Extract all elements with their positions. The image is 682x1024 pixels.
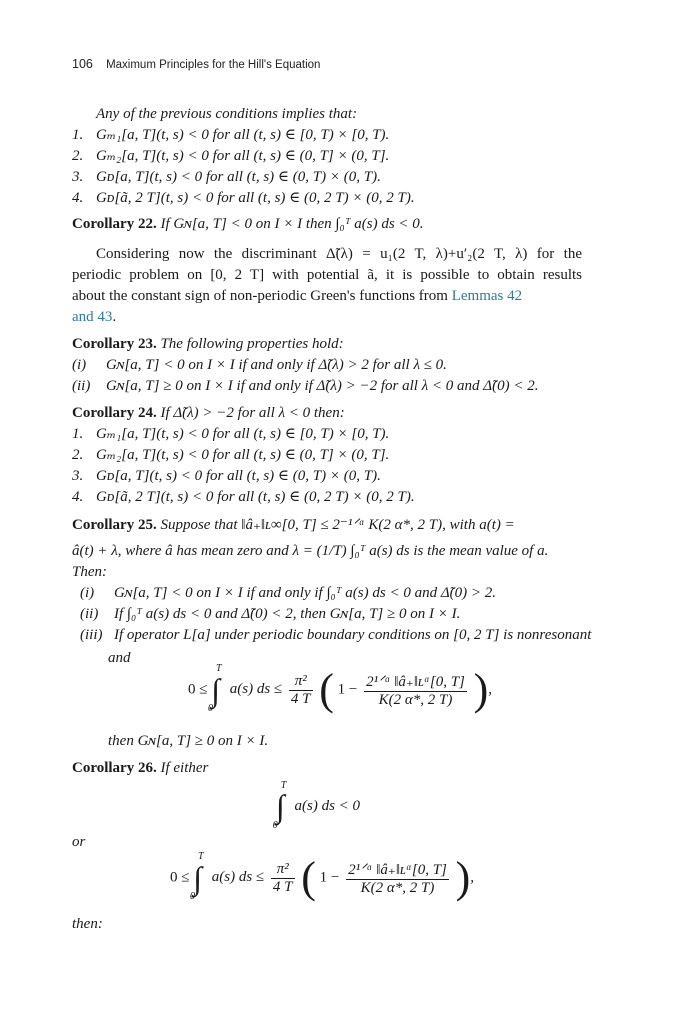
lemma-link-cont[interactable]: and 43 xyxy=(72,309,113,325)
then-text: then: xyxy=(72,916,103,932)
corollary-23: Corollary 23. The following properties hold: xyxy=(72,336,344,352)
display-equation-3: 0 ≤ ∫T0 a(s) ds ≤ $\frac{\text{π²}}{4 T}$ ( 1 − $\frac{\text{2¹ᐟᵅ ‖â₊‖ʟᵅ[0, T]}}{K(2 \alpha*, 2 T)}$ ), xyxy=(170,851,475,903)
cor24-item-1: 1. Gₘ₁[a, T](t, s) < 0 for all (t, s) ∈ [0, T) × [0, T). xyxy=(72,426,390,442)
cor25-iii-cont: and xyxy=(108,650,131,666)
intro-text: Any of the previous conditions implies that: xyxy=(96,106,358,122)
cor25-line-2: â(t) + λ, where â has mean zero and λ = (1/T) ∫₀ᵀ a(s) ds is the mean value of a. xyxy=(72,543,549,559)
cor24-item-2: 2. Gₘ₂[a, T](t, s) < 0 for all (t, s) ∈ (0, T] × (0, T]. xyxy=(72,447,390,463)
corollary-22: Corollary 22. If Gɴ[a, T] < 0 on I × I then ∫₀ᵀ a(s) ds < 0. xyxy=(72,216,424,232)
corollary-26: Corollary 26. If either xyxy=(72,760,209,776)
display-equation-2: ∫T0 a(s) ds < 0 xyxy=(272,779,361,831)
cor24-item-4: 4. Gᴅ[ã, 2 T](t, s) < 0 for all (t, s) ∈ (0, 2 T) × (0, 2 T). xyxy=(72,489,415,505)
list-a-item-4: 4. Gᴅ[ã, 2 T](t, s) < 0 for all (t, s) ∈ (0, 2 T) × (0, 2 T). xyxy=(72,190,415,206)
cor25-item-i: (i) Gɴ[a, T] < 0 on I × I if and only if ∫₀ᵀ a(s) ds < 0 and Δ̃(0) > 2. xyxy=(80,585,497,601)
list-a-item-1: 1. Gₘ₁[a, T](t, s) < 0 for all (t, s) ∈ [0, T) × [0, T). xyxy=(72,127,390,143)
cor23-item-ii: (ii) Gɴ[a, T] ≥ 0 on I × I if and only if Δ̃(λ) > −2 for all λ < 0 and Δ̃(0) < 2. xyxy=(72,378,539,394)
cor24-item-3: 3. Gᴅ[a, T](t, s) < 0 for all (t, s) ∈ (0, T) × (0, T). xyxy=(72,468,381,484)
cor25-item-iii: (iii) If operator L[a] under periodic boundary conditions on [0, 2 T] is nonresonant xyxy=(80,627,592,643)
lemma-link[interactable]: Lemmas 42 xyxy=(451,288,523,304)
paragraph-line-2: periodic problem on [0, 2 T] with potential ã, it is possible to obtain results xyxy=(72,267,582,283)
corollary-25: Corollary 25. Suppose that ‖â₊‖ʟ∞[0, T] ≤ 2⁻¹ᐟᵅ K(2 α*, 2 T), with a(t) = xyxy=(72,517,515,533)
paragraph-line-4: and 43. xyxy=(72,309,117,325)
list-a-item-2: 2. Gₘ₂[a, T](t, s) < 0 for all (t, s) ∈ (0, T] × (0, T]. xyxy=(72,148,390,164)
cor25-after: then Gɴ[a, T] ≥ 0 on I × I. xyxy=(108,733,269,749)
cor25-item-ii: (ii) If ∫₀ᵀ a(s) ds < 0 and Δ̃(0) < 2, then Gɴ[a, T] ≥ 0 on I × I. xyxy=(80,606,461,622)
cor23-item-i: (i) Gɴ[a, T] < 0 on I × I if and only if Δ̃(λ) > 2 for all λ ≤ 0. xyxy=(72,357,447,373)
page-number: 106 xyxy=(72,57,93,71)
corollary-24: Corollary 24. If Δ̃(λ) > −2 for all λ < 0 then: xyxy=(72,405,345,421)
running-title: Maximum Principles for the Hill's Equation xyxy=(106,59,321,71)
cor25-line-3: Then: xyxy=(72,564,107,580)
list-a-item-3: 3. Gᴅ[a, T](t, s) < 0 for all (t, s) ∈ (0, T) × (0, T). xyxy=(72,169,381,185)
paragraph-line-3: about the constant sign of non-periodic Green's functions from Lemmas 42 xyxy=(72,288,523,304)
or-text: or xyxy=(72,834,86,850)
display-equation-1: 0 ≤ ∫T0 a(s) ds ≤ $\frac{\text{π²}}{4 T}$ ( 1 − $\frac{\text{2¹ᐟᵅ ‖â₊‖ʟᵅ[0, T]}}{K(2 \alpha*, 2 T)}$ ), xyxy=(188,663,493,715)
paragraph-line-1: Considering now the discriminant Δ̃(λ) = u₁(2 T, λ)+u′₂(2 T, λ) for the xyxy=(96,246,582,262)
page-header xyxy=(72,57,320,71)
